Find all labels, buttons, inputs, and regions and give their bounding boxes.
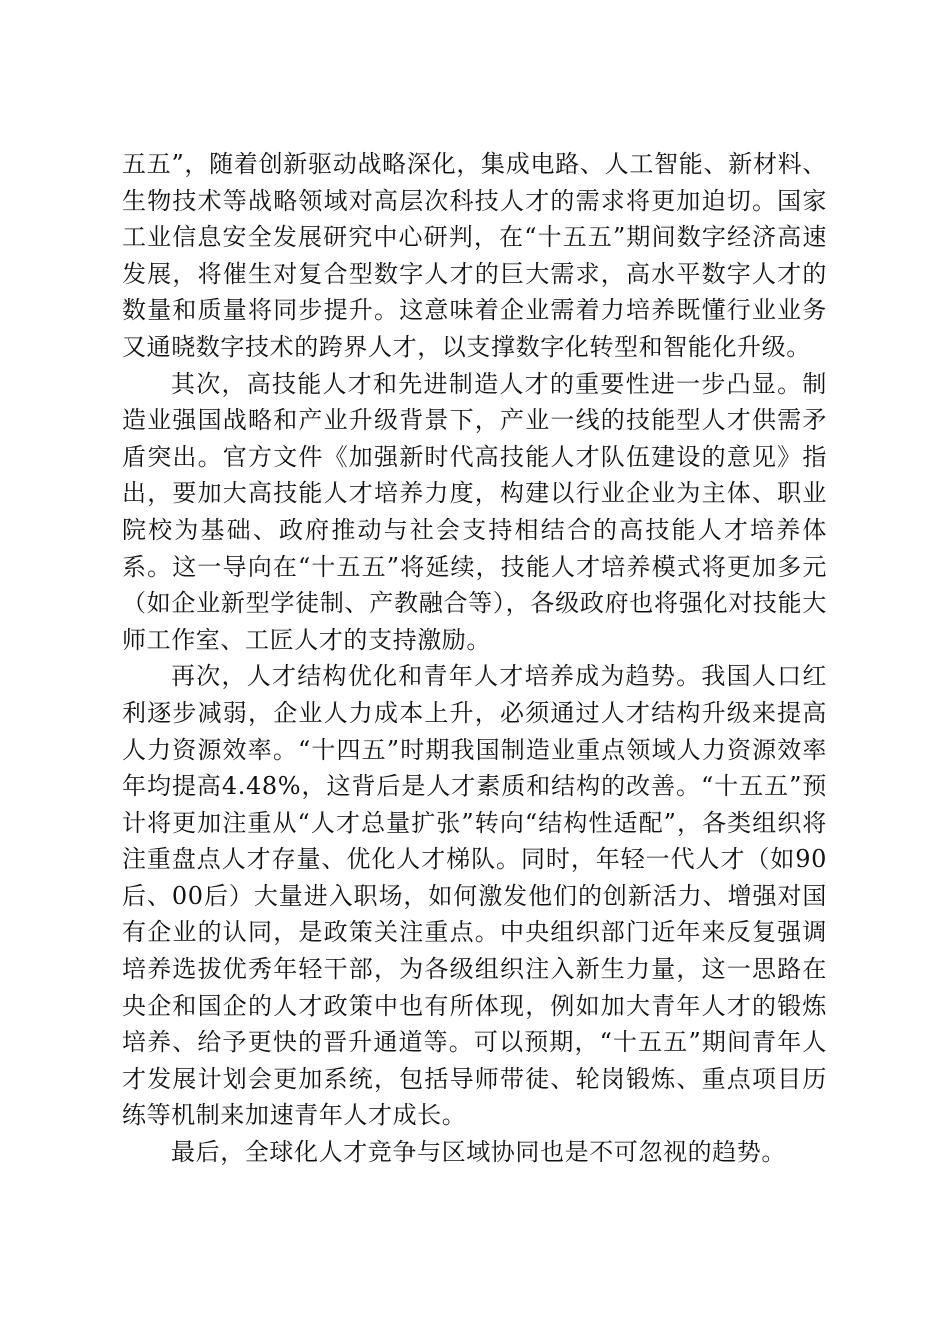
paragraph-third: 再次，人才结构优化和青年人才培养成为趋势。我国人口红利逐步减弱，企业人力成本上升，必须通过人才结构升级来提高人力资源效率。“十四五”时期我国制造业重点领域人力资源效率年均提高4.48%，这背后是人才素质和结构的改善。“十五五”预计将更加注重从“人才总量扩张”转向“结构性适配”，各类组织将注重盘点人才存量、优化人才梯队。同时，年轻一代人才（如90后、00后）大量进入职场，如何激发他们的创新活力、增强对国有企业的认同，是政策关注重点。中央组织部门近年来反复强调培养选拔优秀年轻干部，为各级组织注入新生力量，这一思路在央企和国企的人才政策中也有所体现，例如加大青年人才的锻炼培养、给予更快的晋升通道等。可以预期，“十五五”期间青年人才发展计划会更加系统，包括导师带徒、轮岗锻炼、重点项目历练等机制来加速青年人才成长。	[122, 662, 827, 1130]
paragraph-last: 最后，全球化人才竞争与区域协同也是不可忽视的趋势。	[171, 1138, 786, 1167]
paragraph-second: 其次，高技能人才和先进制造人才的重要性进一步凸显。制造业强国战略和产业升级背景下，产业一线的技能型人才供需矛盾突出。官方文件《加强新时代高技能人才队伍建设的意见》指出，要加大高技能人才培养力度，构建以行业企业为主体、职业院校为基础、政府推动与社会支持相结合的高技能人才培养体系。这一导向在“十五五”将延续，技能人才培养模式将更加多元（如企业新型学徒制、产教融合等），各级政府也将强化对技能大师工作室、工匠人才的支持激励。	[122, 369, 827, 654]
paragraph-continuation: 五五”，随着创新驱动战略深化，集成电路、人工智能、新材料、生物技术等战略领域对高层次科技人才的需求将更加迫切。国家工业信息安全发展研究中心研判，在“十五五”期间数字经济高速发展，将催生对复合型数字人才的巨大需求，高水平数字人才的数量和质量将同步提升。这意味着企业需着力培养既懂行业业务又通晓数字技术的跨界人才，以支撑数字化转型和智能化升级。	[122, 150, 827, 361]
body-text	[122, 146, 827, 1171]
